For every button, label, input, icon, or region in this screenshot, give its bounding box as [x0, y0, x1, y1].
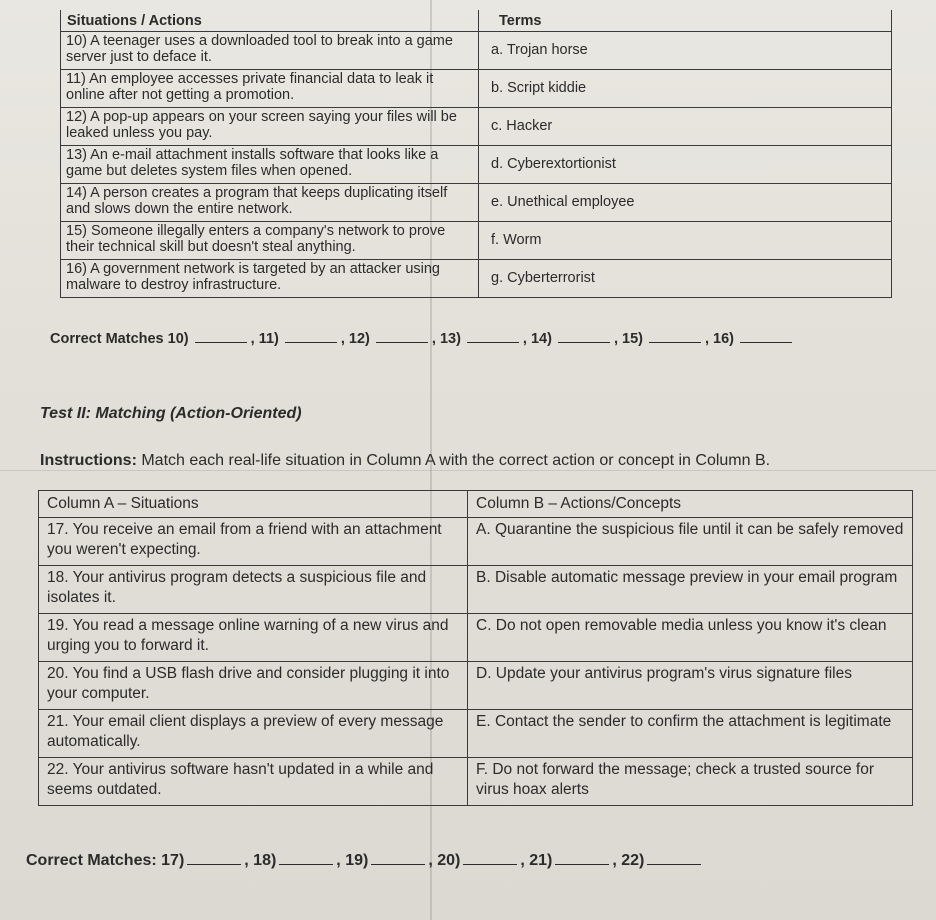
correct-matches-line-2: Correct Matches: 17) , 18) , 19) , 20) , 21) , 22)	[26, 852, 704, 870]
answer-blank[interactable]	[555, 854, 609, 865]
answer-number: 20)	[437, 852, 461, 869]
answer-number: 22)	[621, 852, 645, 869]
table1-situation-cell: 16) A government network is targeted by an attacker using malware to destroy infrastructure.	[61, 260, 479, 298]
paper-fold-horizontal	[0, 470, 936, 471]
answer-number: 19)	[345, 852, 369, 869]
table2-header-column-b: Column B – Actions/Concepts	[468, 491, 913, 518]
table2-situation-cell: 21. Your email client displays a preview of every message automatically.	[39, 710, 468, 758]
table2-situation-cell: 18. Your antivirus program detects a suspicious file and isolates it.	[39, 566, 468, 614]
table2-header-column-a: Column A – Situations	[39, 491, 468, 518]
answer-number: 21)	[529, 852, 553, 869]
table1-situation-cell: 12) A pop-up appears on your screen saying your files will be leaked unless you pay.	[61, 108, 479, 146]
table1-row	[61, 32, 892, 70]
table2-action-cell: D. Update your antivirus program's virus signature files	[468, 662, 913, 710]
table1-term-cell: a. Trojan horse	[479, 32, 892, 70]
table1-row	[61, 70, 892, 108]
correct-matches-label: Correct Matches	[50, 331, 164, 347]
answer-blank[interactable]	[649, 332, 701, 343]
table1-row	[61, 260, 892, 298]
table2-row	[39, 710, 913, 758]
table1-situation-cell: 11) An employee accesses private financial data to leak it online after not getting a promotion.	[61, 70, 479, 108]
matching-table-1	[60, 10, 892, 298]
answer-number: 18)	[253, 852, 277, 869]
table1-row	[61, 108, 892, 146]
table1-term-cell: g. Cyberterrorist	[479, 260, 892, 298]
answer-blank[interactable]	[187, 854, 241, 865]
answer-blank[interactable]	[371, 854, 425, 865]
answer-blank[interactable]	[467, 332, 519, 343]
answer-blank[interactable]	[647, 854, 701, 865]
instructions-text: Match each real-life situation in Column A with the correct action or concept in Column B.	[141, 452, 771, 469]
answer-number: 15)	[622, 331, 643, 347]
table1-term-cell: e. Unethical employee	[479, 184, 892, 222]
table2-action-cell: C. Do not open removable media unless you know it's clean	[468, 614, 913, 662]
answer-blank[interactable]	[279, 854, 333, 865]
answer-blank[interactable]	[558, 332, 610, 343]
answer-number: 11)	[258, 331, 279, 347]
answer-number: 13)	[439, 331, 461, 347]
matching-table-2	[38, 490, 913, 806]
correct-matches-label: Correct Matches:	[26, 852, 157, 869]
table2-action-cell: F. Do not forward the message; check a trusted source for virus hoax alerts	[468, 758, 913, 806]
answer-blank[interactable]	[376, 332, 428, 343]
table1-row	[61, 222, 892, 260]
table1-term-cell: f. Worm	[479, 222, 892, 260]
table1-situation-cell: 14) A person creates a program that keeps duplicating itself and slows down the entire network.	[61, 184, 479, 222]
answer-number: 12)	[348, 331, 370, 347]
table2-situation-cell: 22. Your antivirus software hasn't updated in a while and seems outdated.	[39, 758, 468, 806]
table2-row	[39, 758, 913, 806]
table1-term-cell: b. Script kiddie	[479, 70, 892, 108]
test2-instructions	[40, 452, 770, 470]
instructions-label: Instructions:	[40, 452, 137, 469]
table1-header-situations: Situations / Actions	[61, 10, 479, 32]
table1-term-cell: d. Cyberextortionist	[479, 146, 892, 184]
answer-blank[interactable]	[740, 332, 792, 343]
table1-header-row	[61, 10, 892, 32]
table2-situation-cell: 19. You read a message online warning of a new virus and urging you to forward it.	[39, 614, 468, 662]
answer-number: 17)	[161, 852, 185, 869]
table1-situation-cell: 10) A teenager uses a downloaded tool to break into a game server just to deface it.	[61, 32, 479, 70]
table2-row	[39, 566, 913, 614]
table1-header-terms: Terms	[479, 10, 892, 32]
correct-matches-line-1: Correct Matches 10) , 11) , 12) , 13) , 14) , 15) , 16)	[50, 331, 796, 347]
table2-row	[39, 662, 913, 710]
answer-number: 16)	[713, 331, 735, 347]
answer-blank[interactable]	[463, 854, 517, 865]
table2-action-cell: B. Disable automatic message preview in your email program	[468, 566, 913, 614]
table2-row	[39, 614, 913, 662]
table2-situation-cell: 20. You find a USB flash drive and consider plugging it into your computer.	[39, 662, 468, 710]
table2-header-row	[39, 491, 913, 518]
table1-row	[61, 184, 892, 222]
test2-heading: Test II: Matching (Action-Oriented)	[40, 405, 302, 422]
table2-row	[39, 518, 913, 566]
answer-number: 10)	[167, 331, 189, 347]
table2-action-cell: E. Contact the sender to confirm the attachment is legitimate	[468, 710, 913, 758]
table1-situation-cell: 13) An e-mail attachment installs software that looks like a game but deletes system files when opened.	[61, 146, 479, 184]
table1-row	[61, 146, 892, 184]
table2-situation-cell: 17. You receive an email from a friend with an attachment you weren't expecting.	[39, 518, 468, 566]
answer-blank[interactable]	[285, 332, 337, 343]
table2-action-cell: A. Quarantine the suspicious file until it can be safely removed	[468, 518, 913, 566]
table1-situation-cell: 15) Someone illegally enters a company's network to prove their technical skill but doesn't steal anything.	[61, 222, 479, 260]
answer-number: 14)	[530, 331, 552, 347]
table1-term-cell: c. Hacker	[479, 108, 892, 146]
answer-blank[interactable]	[195, 332, 247, 343]
